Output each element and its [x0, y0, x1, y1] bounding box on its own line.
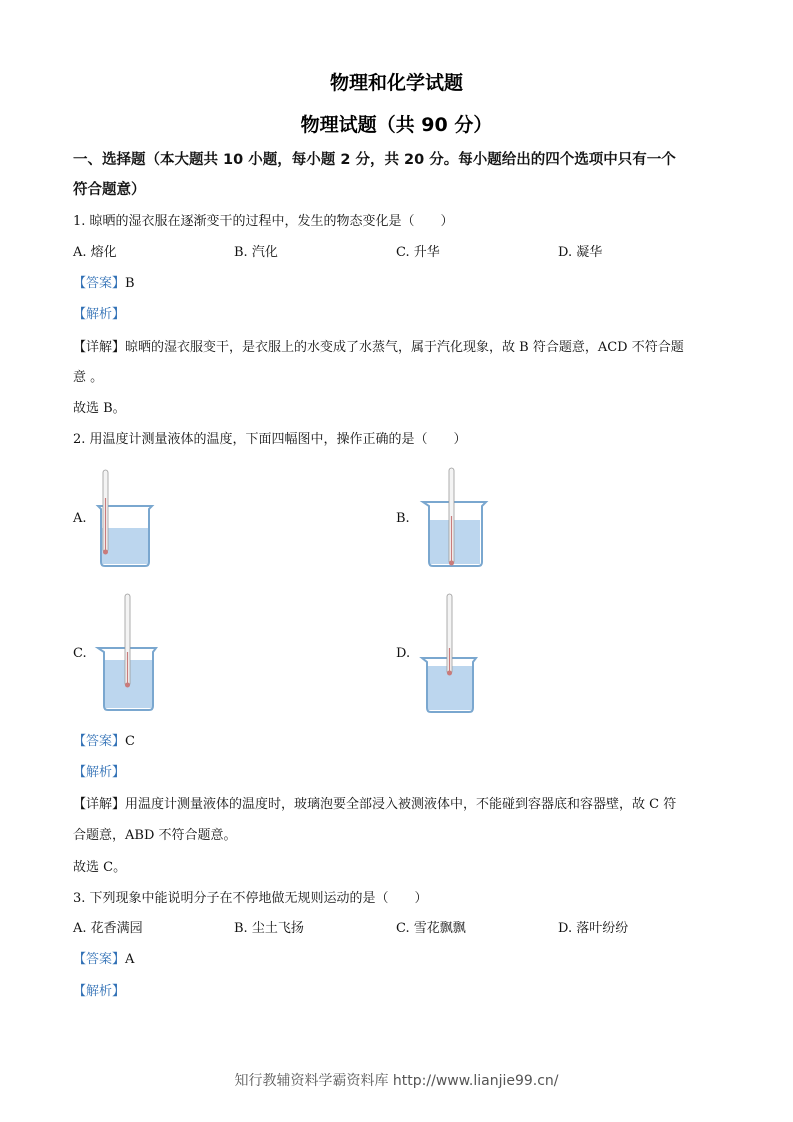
- q2-detail-line2: 合题意，ABD 不符合题意。: [73, 828, 237, 843]
- beaker-figure-b: [420, 466, 492, 570]
- q1-analysis: [73, 305, 125, 325]
- section-heading-line1: 一、选择题（本大题共 10 小题，每小题 2 分，共 20 分。每小题给出的四个选项中只有一个: [73, 152, 676, 168]
- q2-analysis: [73, 763, 125, 783]
- beaker-figure-c: [96, 592, 160, 714]
- fig-label-d: D.: [396, 646, 411, 661]
- answer-value: C: [125, 734, 135, 749]
- q1-option-d: D. 凝华: [558, 245, 603, 260]
- q2-conclusion: 故选 C。: [73, 860, 127, 875]
- q2-detail-line1: [73, 795, 676, 815]
- fig-label-b: B.: [396, 511, 410, 526]
- answer-value: B: [125, 276, 135, 291]
- q3-answer: [73, 950, 134, 970]
- detail-tag: 【详解】: [73, 340, 126, 355]
- q1-detail-line1: [73, 338, 684, 358]
- detail-text: 用温度计测量液体的温度时，玻璃泡要全部浸入被测液体中，不能碰到容器底和容器壁，故 C 符: [125, 797, 677, 812]
- section-heading-line2: 符合题意）: [73, 182, 146, 198]
- analysis-tag: 【解析】: [73, 307, 126, 322]
- fig-label-a: A.: [73, 511, 87, 526]
- fig-label-c: C.: [73, 646, 87, 661]
- answer-tag: 【答案】: [73, 276, 126, 291]
- q1-conclusion: 故选 B。: [73, 401, 126, 416]
- beaker-figure-d: [420, 592, 480, 716]
- analysis-tag: 【解析】: [73, 984, 126, 999]
- main-title: 物理和化学试题: [329, 72, 463, 94]
- q1-stem: 1. 晾晒的湿衣服在逐渐变干的过程中，发生的物态变化是（ ）: [73, 214, 454, 229]
- footer-watermark: 知行教辅资料学霸资料库 http://www.lianjie99.cn/: [234, 1073, 559, 1089]
- q3-stem: 3. 下列现象中能说明分子在不停地做无规则运动的是（ ）: [73, 891, 428, 906]
- q3-option-b: B. 尘土飞扬: [234, 921, 304, 936]
- answer-value: A: [125, 952, 135, 967]
- answer-tag: 【答案】: [73, 734, 126, 749]
- q1-option-b: B. 汽化: [234, 245, 278, 260]
- q3-analysis: [73, 982, 125, 1002]
- detail-text: 晾晒的湿衣服变干，是衣服上的水变成了水蒸气，属于汽化现象，故 B 符合题意，ACD 不符合题: [125, 340, 684, 355]
- q1-answer: [73, 274, 135, 294]
- beaker-figure-a: [94, 468, 158, 568]
- analysis-tag: 【解析】: [73, 765, 126, 780]
- q1-option-c: C. 升华: [396, 245, 440, 260]
- q1-detail-line2: 意 。: [73, 370, 104, 385]
- q1-option-a: A. 熔化: [73, 245, 117, 260]
- sub-title: 物理试题（共 90 分）: [300, 114, 493, 136]
- q3-option-d: D. 落叶纷纷: [558, 921, 629, 936]
- answer-tag: 【答案】: [73, 952, 126, 967]
- q2-answer: [73, 732, 135, 752]
- q3-option-a: A. 花香满园: [73, 921, 143, 936]
- detail-tag: 【详解】: [73, 797, 126, 812]
- q3-option-c: C. 雪花飘飘: [396, 921, 466, 936]
- q2-stem: 2. 用温度计测量液体的温度，下面四幅图中，操作正确的是（ ）: [73, 432, 467, 447]
